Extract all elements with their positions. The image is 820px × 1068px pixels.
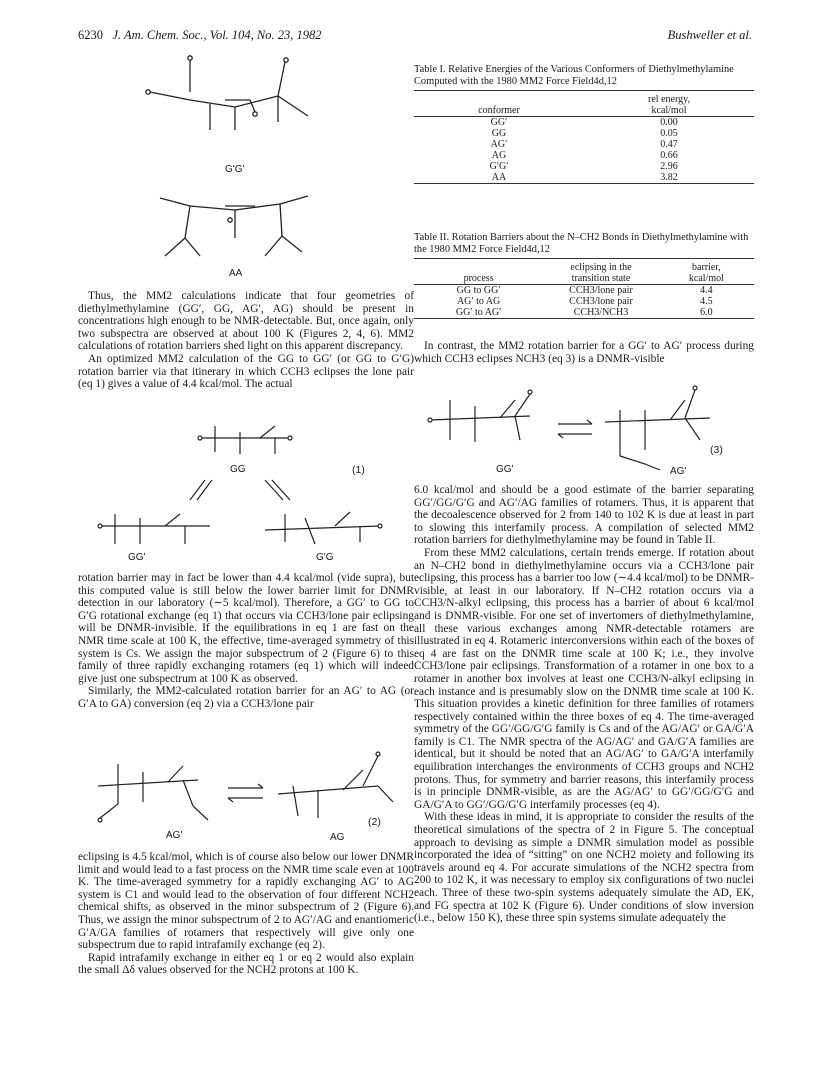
barrier-cell: 4.4 <box>700 285 713 296</box>
equation-number-3: (3) <box>710 444 723 456</box>
paragraph: From these MM2 calculations, certain trends emerge. If rotation about an N–CH2 bond in diethylmethylamine occurs via a CCH3/lone pair eclipsing, this process has a barrier too low (∼4.4 kcal/mol) to be DNMR-visible, at least in our laboratory. If N–CH2 rotation occurs via a CCH3/N-alkyl eclipsing, this process has a barrier of about 6 kcal/mol and is DNMR-visible. For one set of invertomers of diethylmethylamine, all these various exchanges among NMR-detectable rotamers are illustrated in eq 4. Rotameric interconversions within each of the boxes of eq 4 are fast on the DNMR time scale at 100 K; i.e., they involve CCH3/lone pair eclipsings. Transformation of a rotamer in one box to a rotamer in another box involves at least one CCH3/N-alkyl eclipsing in each instance and is presumably slow on the DNMR time scale at 100 K. This situation provides a kinetic definition for three families of rotamers respectively contained within the three boxes of eq 4. The time-averaged symmetry of the GG′/GG/G′G family is Cs and of the AG/AG′ or GA/G′A family is C1. The NMR spectra of the AG/AG′ and GA/G′A families are identical, but it should be noted that an AG/AG′ to GA/G′A interfamily equilibration interchanges the environments of CCH3 groups and NCH2 protons. Thus, for symmetry and barrier reasons, this interfamily process is in principle DNMR-visible, as are the AG/AG′ to GG′/GG/G′G and GA/G′A to GG′/GG/G′G interfamily processes (eq 4). <box>414 546 754 811</box>
table-1-body <box>414 117 754 184</box>
page-header <box>78 28 752 46</box>
left-column-text-1 <box>78 290 414 391</box>
paragraph: In contrast, the MM2 rotation barrier for a GG′ to AG′ process during which CCH3 eclipses NCH3 (eq 3) is a DNMR-visible <box>414 340 754 365</box>
table-row <box>414 296 754 307</box>
label-eq2-left: AG' <box>166 830 183 841</box>
running-authors: Bushweller et al. <box>667 28 752 42</box>
equation-3 <box>420 380 740 480</box>
eclipsing-cell: CCH3/NCH3 <box>573 307 629 318</box>
table-2-body <box>414 285 754 319</box>
process-cell: GG′ to AG′ <box>455 307 502 318</box>
table-row <box>414 150 754 161</box>
table-1-header-energy: rel energy, kcal/mol <box>648 94 690 116</box>
right-column-text-2 <box>414 484 754 925</box>
conformer-cell: AG′ <box>490 139 508 150</box>
table-row <box>414 128 754 139</box>
barrier-cell: 6.0 <box>700 307 713 318</box>
table-row <box>414 161 754 172</box>
conformer-cell: G′G′ <box>489 161 509 172</box>
table-2-grid <box>414 258 754 319</box>
label-eq1-top: GG <box>230 464 246 475</box>
label-eq3-left: GG' <box>496 464 514 475</box>
equation-2 <box>88 746 408 844</box>
table-2-header-eclipsing: eclipsing in the transition state <box>570 262 632 284</box>
label-eq2-right: AG <box>330 832 345 843</box>
paragraph: rotation barrier may in fact be lower than 4.4 kcal/mol (vide supra), but this computed value is still below the lower barrier limit for DNMR detection in our laboratory (∼5 kcal/mol). Therefore, a GG′ to GG to G′G rotational exchange (eq 1) that occurs via CCH3/lone pair eclipsing will be DNMR-invisible. If the equilibrations in eq 1 are fast on the NMR time scale at 100 K, the effective, time-averaged symmetry of this system is Cs. We assign the major subspectrum of 2 (Figure 6) to this family of three rapidly exchanging rotamers (eq 1) which will indeed give just one subspectrum at 100 K as observed. <box>78 572 414 685</box>
paragraph: 6.0 kcal/mol and should be a good estimate of the barrier separating GG′/GG/G′G and AG′/AG families of rotamers. Thus, it is apparent that the decoalescence observed for 2 from 140 to 102 K is due at least in part to slowing this interfamily process. A compilation of selected MM2 rotation barriers for diethylmethylamine may be found in Table II. <box>414 484 754 547</box>
paragraph: An optimized MM2 calculation of the GG to GG′ (or GG to G′G) rotation barrier via that itinerary in which CCH3 eclipses the lone pair (eq 1) gives a value of 4.4 kcal/mol. The actual <box>78 352 414 391</box>
table-row <box>414 172 754 184</box>
conformer-cell: GG <box>491 128 507 139</box>
table-row <box>414 285 754 297</box>
paragraph: Rapid intrafamily exchange in either eq 1 or eq 2 would also explain the small Δδ values observed for the NCH2 protons at 100 K. <box>78 951 414 977</box>
eclipsing-cell: CCH3/lone pair <box>569 296 633 307</box>
conformer-cell: GG′ <box>490 117 508 128</box>
label-eq3-right: AG' <box>670 466 687 477</box>
energy-cell: 0.05 <box>660 128 678 139</box>
conformer-cell: AA <box>491 172 507 183</box>
table-2-header-process: process <box>463 273 494 284</box>
label-aa: AA <box>229 268 243 279</box>
paragraph: eclipsing is 4.5 kcal/mol, which is of course also below our lower DNMR limit and would lead to a fast process on the NMR time scale even at 100 K. The time-averaged symmetry for a rapidly exchanging AG′ to AG system is C1 and would lead to the observation of four different NCH2 chemical shifts, as observed in the minor subspectrum of 2 (Figure 6). Thus, we assign the minor subspectrum of 2 to AG′/AG and enantiomeric G′A/GA families of rotamers that respectively will give only one subspectrum due to rapid intrafamily exchange (eq 2). <box>78 851 414 952</box>
energy-cell: 0.47 <box>660 139 678 150</box>
table-row <box>414 307 754 319</box>
barrier-cell: 4.5 <box>700 296 713 307</box>
table-2-header-barrier: barrier, kcal/mol <box>688 262 724 284</box>
energy-cell: 3.82 <box>660 172 678 183</box>
equation-number-1: (1) <box>352 464 365 476</box>
journal-name: J. Am. Chem. Soc., Vol. 104, No. 23, 1982 <box>112 28 322 42</box>
label-eq1-right: G'G <box>316 552 334 563</box>
energy-cell: 0.00 <box>660 117 678 128</box>
left-column-text-2 <box>78 572 414 711</box>
paragraph: With these ideas in mind, it is appropriate to consider the results of the theoretical simulations of the spectra of 2 in Figure 5. The conceptual approach to devising as simple a DNMR simulation model as possible incorporated the idea of “sitting” on one NCH2 moiety and following its travels around eq 4. For accurate simulations of the NCH2 spectra from 200 to 102 K, it was necessary to employ six configurations of two nuclei each. Three of these two-spin systems adequately simulate the AD, EK, and FG spectra at 102 K (Figure 6). Under conditions of slow inversion (i.e., below 150 K), these three spin systems simulate adequately the <box>414 811 754 925</box>
paragraph: Thus, the MM2 calculations indicate that four geometries of diethylmethylamine (GG′, GG, AG′, AG) should be present in concentrations high enough to be NMR-detectable. But, once again, only two subspectra are observed at about 100 K (Figures 2, 4, 6). MM2 calculations of rotation barriers shed light on this apparent discrepancy. <box>78 290 414 353</box>
process-cell: GG to GG′ <box>456 285 501 296</box>
table-1-header-conformer: conformer <box>478 105 520 116</box>
table-row <box>414 139 754 150</box>
energy-cell: 0.66 <box>660 150 678 161</box>
figure-aa <box>130 178 330 279</box>
page-number: 6230 <box>78 28 103 42</box>
table-1-caption: Table I. Relative Energies of the Various Conformers of Diethylmethylamine Computed with the 1980 MM2 Force Field4d,12 <box>414 64 734 87</box>
right-column-text-1 <box>414 340 754 365</box>
conformer-cell: AG <box>491 150 507 161</box>
energy-cell: 2.96 <box>660 161 678 172</box>
equation-number-2: (2) <box>368 816 381 828</box>
left-column-text-3 <box>78 851 414 977</box>
label-eq1-left: GG' <box>128 552 146 563</box>
table-2-caption: Table II. Rotation Barriers about the N–CH2 Bonds in Diethylmethylamine with the 1980 MM2 Force Field4d,12 <box>414 232 749 255</box>
paragraph: Similarly, the MM2-calculated rotation barrier for an AG′ to AG (or G′A to GA) conversion (eq 2) via a CCH3/lone pair <box>78 685 414 710</box>
label-gprime-gprime: G'G' <box>225 164 245 175</box>
figure-gprime-gprime <box>130 52 330 175</box>
table-row <box>414 117 754 129</box>
table-1 <box>414 64 754 184</box>
equation-1 <box>90 418 410 566</box>
eclipsing-cell: CCH3/lone pair <box>569 285 633 296</box>
table-2 <box>414 232 754 319</box>
journal-citation <box>78 28 322 43</box>
process-cell: AG′ to AG <box>456 296 501 307</box>
table-1-grid <box>414 90 754 184</box>
